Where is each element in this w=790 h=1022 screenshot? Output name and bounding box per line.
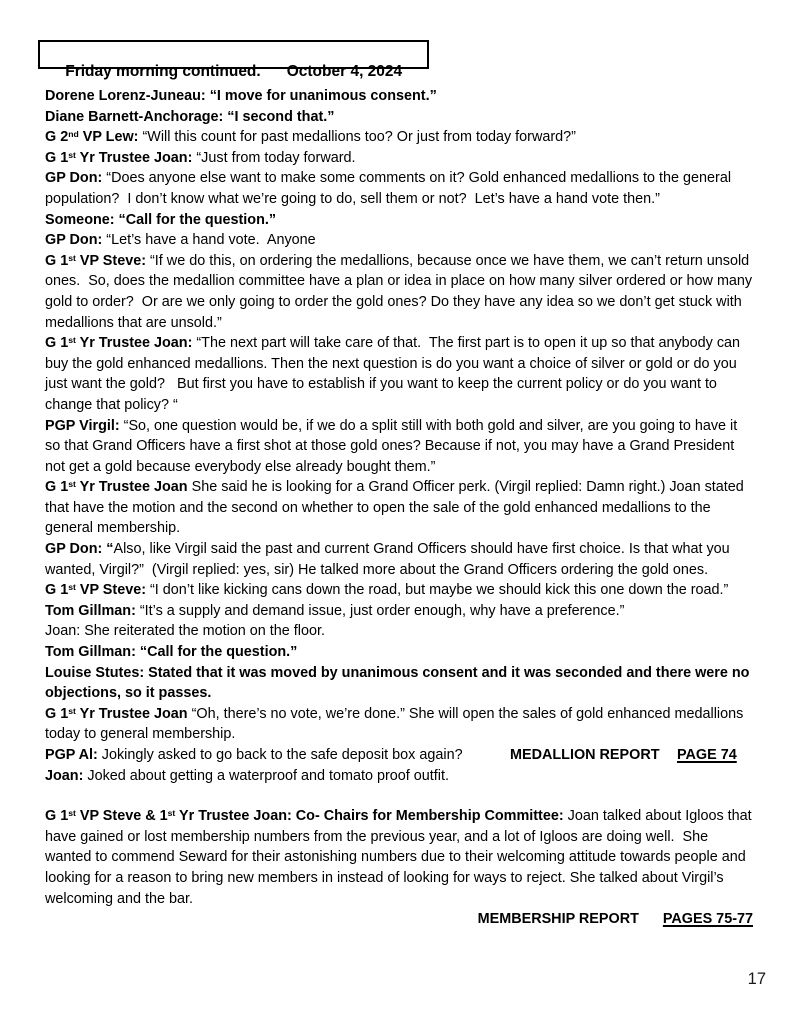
line-joan-joked bbox=[45, 766, 753, 787]
text-run: GP Don: bbox=[45, 170, 103, 187]
text-run: PGP Al: bbox=[45, 747, 98, 763]
text-run: Yr Trustee Joan bbox=[75, 479, 188, 496]
text-run: Joan: She reiterated the motion on the floor. bbox=[45, 623, 325, 640]
text-run: st bbox=[68, 479, 76, 490]
text-run: PAGES 75-77 bbox=[662, 911, 753, 928]
text-run: “I don’t like kicking cans down the road, but maybe we should kick this one down the road.” bbox=[146, 582, 729, 599]
minutes-body bbox=[45, 86, 757, 930]
text-run: Louise Stutes: Stated that it was moved by unanimous consent and it was seconded and there were no objections, so it passes. bbox=[45, 664, 754, 702]
text-run: nd bbox=[68, 129, 79, 140]
text-run: st bbox=[68, 808, 76, 819]
para-gpdon-comments bbox=[45, 168, 753, 209]
text-run: MEMBERSHIP REPORT bbox=[477, 911, 639, 928]
text-run: st bbox=[68, 335, 76, 346]
text-run: G 2 bbox=[45, 129, 69, 146]
text-run: GP Don: “ bbox=[45, 541, 114, 558]
text-run: st bbox=[68, 252, 76, 263]
line-diane bbox=[45, 107, 753, 128]
page-number: 17 bbox=[747, 970, 766, 988]
text-run: Dorene Lorenz-Juneau: “I move for unanimous consent.” bbox=[45, 88, 437, 104]
text-run: Tom Gillman: “Call for the question.” bbox=[45, 644, 298, 661]
text-run: “Does anyone else want to make some comments on it? Gold enhanced medallions to the general population? I don’t know what we’re going to do, sell them or not? Let’s have a hand vote then.” bbox=[45, 170, 736, 207]
para-joan-perk bbox=[45, 477, 753, 539]
text-run: “It’s a supply and demand issue, just order enough, why have a preference.” bbox=[135, 602, 625, 619]
text-run: PAGE 74 bbox=[677, 747, 737, 763]
text-run: st bbox=[68, 149, 76, 160]
text-run: Jokingly asked to go back to the safe deposit box again? bbox=[97, 747, 463, 763]
line-tom-supply bbox=[45, 601, 753, 622]
text-run: “Will this count for past medallions too? Or just from today forward?” bbox=[138, 129, 576, 146]
para-steve-ordering bbox=[45, 251, 757, 333]
line-membership-report bbox=[45, 909, 753, 930]
text-run: Joan: bbox=[45, 767, 84, 784]
text-run: Yr Trustee Joan: Co- Chairs for Membership Committee: bbox=[175, 808, 564, 825]
text-run: Also, like Virgil said the past and current Grand Officers should have first choice. Is that what you wanted, Virgil?” (Virgil replied: yes, sir) He talked more about the Grand Officers ordering the gold ones. bbox=[45, 541, 734, 578]
text-run: VP Lew: bbox=[78, 129, 139, 146]
text-run: “So, one question would be, if we do a split still with both gold and silver, are you going to have it so that Grand Officers have a first shot at those gold ones? Because if not, you may have a Grand President not get a gold because everybody else already bought them.” bbox=[45, 417, 742, 475]
text-run: Yr Trustee Joan: bbox=[75, 335, 193, 352]
text-run: G 1 bbox=[45, 705, 69, 722]
text-run: “Just from today forward. bbox=[192, 149, 356, 166]
para-joan-novote bbox=[45, 704, 753, 745]
text-run: st bbox=[68, 582, 76, 593]
para-louise bbox=[45, 663, 753, 704]
text-run: Joked about getting a waterproof and tomato proof outfit. bbox=[83, 767, 449, 784]
line-pgp-al-medallion-report bbox=[45, 745, 753, 766]
para-joan-nextpart bbox=[45, 333, 753, 415]
header-title: Friday morning continued. bbox=[65, 63, 261, 80]
text-run: G 1 bbox=[45, 149, 69, 166]
text-run: VP Steve & 1 bbox=[75, 808, 168, 825]
text-run: MEDALLION REPORT bbox=[510, 747, 660, 763]
text-run: G 1 bbox=[45, 252, 69, 269]
text-run: G 1 bbox=[45, 335, 69, 352]
text-run: G 1 bbox=[45, 808, 69, 825]
para-membership-committee bbox=[45, 806, 756, 909]
line-steve-kicking bbox=[45, 580, 753, 601]
text-run: PGP Virgil: bbox=[45, 417, 120, 434]
text-run: Diane Barnett-Anchorage: “I second that.” bbox=[45, 108, 335, 125]
text-run: G 1 bbox=[45, 582, 69, 599]
text-run: Tom Gillman: bbox=[45, 602, 136, 619]
line-someone bbox=[45, 210, 753, 231]
para-gpdon-firstchoice bbox=[45, 539, 753, 580]
text-run: st bbox=[167, 808, 176, 819]
text-run: VP Steve: bbox=[75, 252, 147, 269]
text-run: “If we do this, on ordering the medallions, because once we have them, we can’t return unsold ones. So, does the medallion committee have a plan or idea in place on how many silver ordered or how many gold to order? Or are we only going to order the gold ones? Do they have any idea so we don’t get stuck with medallions that are unsold.” bbox=[45, 252, 757, 331]
text-run: GP Don: bbox=[45, 232, 103, 249]
header-box bbox=[38, 40, 429, 80]
text-run: VP Steve: bbox=[75, 582, 147, 599]
line-joan-reiterated bbox=[45, 621, 753, 642]
text-run: G 1 bbox=[45, 479, 69, 496]
text-run: “Oh, there’s no vote, we’re done.” She will open the sales of gold enhanced medallions today to general membership. bbox=[45, 705, 748, 743]
text-run: She said he is looking for a Grand Officer perk. (Virgil replied: Damn right.) Joan stated that have the motion and the second on whether to open the sale of the gold enhanced medallions to the general membership. bbox=[45, 479, 748, 537]
text-run: Someone: “Call for the question.” bbox=[45, 211, 277, 228]
line-lew bbox=[45, 127, 753, 148]
text-run: Joan talked about Igloos that have gained or lost membership numbers from the previous year, and a lot of Igloos are doing well. She wanted to commend Seward for their astonishing numbers due to their welcoming attitude towards people and looking for a reason to bring new members in instead of looking for ways to reject. She talked about Virgil’s welcoming and the bar. bbox=[45, 808, 756, 907]
text-run: Yr Trustee Joan bbox=[75, 705, 188, 722]
line-dorene bbox=[45, 86, 753, 107]
text-run: “The next part will take care of that. The first part is to open it up so that anybody can buy the gold enhanced medallions. Then the next question is do you want a choice of silver or gold or do you just want the gold? But first you have to establish if you want to keep the current policy or do you want to change that policy? “ bbox=[45, 335, 745, 413]
line-tom-call bbox=[45, 642, 753, 663]
line-joan-forward bbox=[45, 148, 753, 169]
text-run: Yr Trustee Joan: bbox=[75, 149, 193, 166]
para-virgil-split bbox=[45, 416, 753, 478]
text-run: st bbox=[68, 705, 76, 716]
text-run: “Let’s have a hand vote. Anyone bbox=[102, 232, 316, 249]
line-gpdon-handvote bbox=[45, 230, 753, 251]
header-date: October 4, 2024 bbox=[286, 63, 403, 80]
